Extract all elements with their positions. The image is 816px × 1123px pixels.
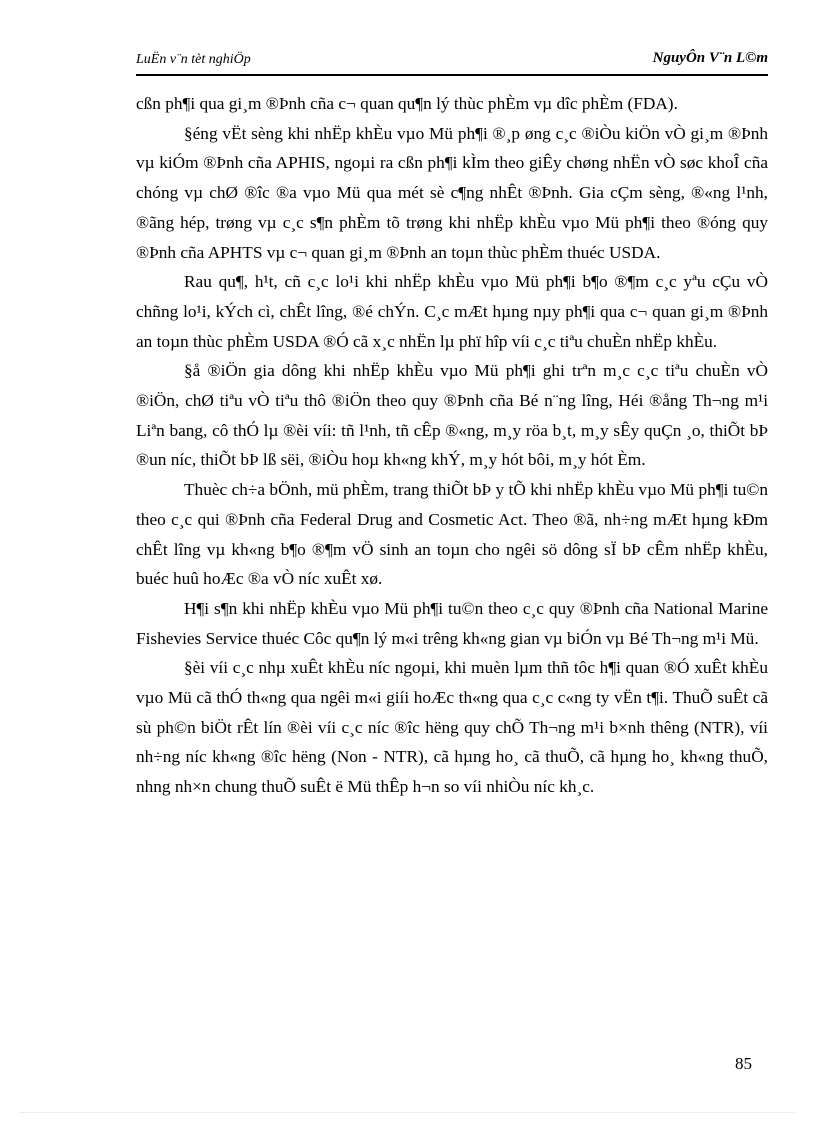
paragraph-live-animals: §éng vËt sèng khi nhËp khÈu vµo Mü ph¶i ®¸p øng c¸c ®iÒu kiÖn vÒ gi¸m ®Þnh vµ kiÓm ®Þnh cña APHIS, ngoµi ra cßn ph¶i kÌm theo giÊy chøng nhËn vÒ søc khoÎ cña chóng vµ chØ ®îc ®a vµo Mü qua mét sè c¶ng nhÊt ®Þnh. Gia cÇm sèng, ®«ng l¹nh, ®ãng hép, trøng vµ c¸c s¶n phÈm tõ trøng khi nhËp khÈu vµo Mü ph¶i theo ®óng quy ®Þnh cña APHTS vµ c¬ quan gi¸m ®Þnh an toµn thùc phÈm thuéc USDA. [136,123,768,262]
paragraph-household-appliances: §å ®iÖn gia dông khi nhËp khÈu vµo Mü ph¶i ghi trªn m¸c c¸c tiªu chuÈn vÒ ®iÖn, chØ tiªu vÒ tiªu thô ®iÖn theo quy ®Þnh cña Bé n¨ng lîng, Héi ®ång Th¬ng m¹i Liªn bang, cô thÓ lµ ®èi víi: tñ l¹nh, tñ cÊp ®«ng, m¸y röa b¸t, m¸y sÊy quÇn ¸o, thiÕt bÞ ®un níc, thiÕt bÞ lß sëi, ®iÒu hoµ kh«ng khÝ, m¸y hót bôi, m¸y hót Èm. [136,361,768,470]
page-number: 85 [735,1054,752,1073]
body-text [136,89,768,802]
paragraph-foreign-exporters: §èi víi c¸c nhµ xuÊt khÈu níc ngoµi, khi muèn lµm thñ tôc h¶i quan ®Ó xuÊt khÈu vµo Mü cã thÓ th«ng qua ngêi m«i giíi hoÆc th«ng qua c¸c c«ng ty vËn t¶i. ThuÕ suÊt cã sù ph©n biÖt rÊt lín ®èi víi c¸c níc ®îc hëng quy chÕ Th¬ng m¹i b×nh thêng (NTR), víi nh÷ng níc kh«ng ®îc hëng (Non - NTR), cã hµng ho¸ cã thuÕ, cã hµng ho¸ kh«ng thuÕ, nhng nh×n chung thuÕ suÊt ë Mü thÊp h¬n so víi nhiÒu níc kh¸c. [136,658,768,797]
paragraph-seafood: H¶i s¶n khi nhËp khÈu vµo Mü ph¶i tu©n theo c¸c quy ®Þnh cña National Marine Fishevies Service thuéc Côc qu¶n lý m«i trêng kh«ng gian vµ biÓn vµ Bé Th¬ng m¹i Mü. [136,598,768,648]
running-header [136,48,768,76]
header-author-name: NguyÔn V¨n L©m [652,50,768,66]
header-document-title: LuËn v¨n tèt nghiÖp [136,52,251,67]
page-bottom-divider [20,1112,796,1113]
paragraph-medicine-cosmetics: Thuèc ch÷a bÖnh, mü phÈm, trang thiÕt bÞ y tÕ khi nhËp khÈu vµo Mü ph¶i tu©n theo c¸c qui ®Þnh cña Federal Drug and Cosmetic Act. Theo ®ã, nh÷ng mÆt hµng kÐm chÊt lîng vµ kh«ng b¶o ®¶m vÖ sinh an toµn cho ngêi sö dông sÏ bÞ cÊm nhËp khÈu, buéc huû hoÆc ®a vÒ níc xuÊt xø. [136,480,768,589]
paragraph-fda-continuation: cßn ph¶i qua gi¸m ®Þnh cña c¬ quan qu¶n lý thùc phÈm vµ dîc phÈm (FDA). [136,94,678,113]
paragraph-vegetables-fruits: Rau qu¶, h¹t, cñ c¸c lo¹i khi nhËp khÈu vµo Mü ph¶i b¶o ®¶m c¸c yªu cÇu vÒ chñng lo¹i, kÝch cì, chÊt lîng, ®é chÝn. C¸c mÆt hµng nµy ph¶i qua c¬ quan gi¸m ®Þnh an toµn thùc phÈm USDA ®Ó cã x¸c nhËn lµ phï hîp víi c¸c tiªu chuÈn nhËp khÈu. [136,272,768,351]
